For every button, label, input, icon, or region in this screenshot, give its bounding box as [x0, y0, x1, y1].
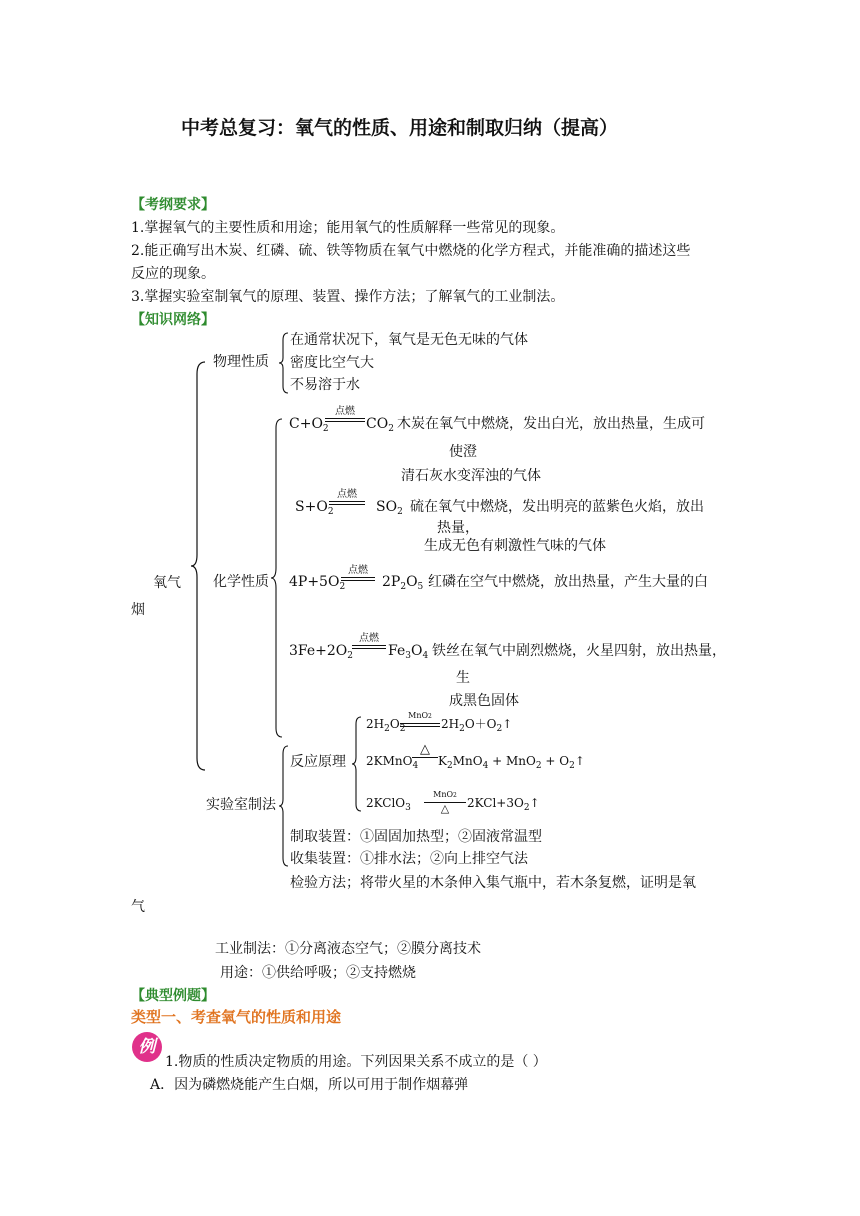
reaction-1-arrow: ↑ [502, 717, 513, 731]
reaction-3-rhs: $2KCl+3O_2↑$ [467, 796, 540, 813]
reaction-1-rhs-a: 2H [441, 717, 460, 731]
phosphorus-condition [341, 565, 375, 581]
carbon-rhs: CO [366, 416, 389, 432]
iron-lhs: 3Fe+2O [289, 643, 348, 659]
phosphorus-description: 红磷在空气中燃烧，放出热量，产生大量的白 [428, 574, 708, 590]
reaction-1-lhs-b: O [389, 717, 400, 731]
reaction-1-catalyst-text: MnO [408, 711, 429, 720]
phosphorus-lhs: 4P+5O [289, 574, 340, 590]
reaction-2-arrow: ↑ [574, 754, 585, 768]
reaction-3-rhs-a: 2KCl+3O [467, 796, 524, 810]
iron-rhs-a: Fe [388, 643, 406, 659]
reaction-2-heat-text: △ [420, 742, 430, 757]
sulfur-description-2: 热量， [437, 520, 479, 536]
reaction-3-arrow: ↑ [529, 796, 540, 810]
iron-condition [352, 633, 386, 649]
reaction-1-rhs-b: O＋O [464, 717, 497, 731]
principle-brace [351, 716, 363, 812]
phosphorus-condition-text: 点燃 [348, 565, 368, 576]
principle-label: 反应原理 [290, 754, 346, 770]
physical-item-1: 在通常状况下，氧气是无色无味的气体 [290, 332, 528, 348]
iron-condition-text: 点燃 [359, 633, 379, 644]
sulfur-equation: $S+O_2$ [295, 499, 334, 517]
iron-equation: $3Fe+2O_2$ [289, 643, 353, 661]
requirement-item-1: 1.掌握氧气的主要性质和用途；能用氧气的性质解释一些常见的现象。 [131, 220, 565, 236]
sulfur-product: $SO_2$ [376, 499, 403, 517]
reaction-3-catalyst: MnO2 △ [424, 789, 466, 814]
physical-label: 物理性质 [213, 354, 269, 370]
root-label-oxygen: 氧气 [153, 575, 181, 591]
reaction-3-lhs: 2KClO$_3$ [366, 796, 411, 813]
collection-text: 收集装置：①排水法；②向上排空气法 [290, 851, 528, 867]
sulfur-condition-text: 点燃 [337, 489, 357, 500]
question-1-option-a: A．因为磷燃烧能产生白烟，所以可用于制作烟幕弹 [150, 1077, 469, 1093]
lab-brace [278, 745, 290, 867]
reaction-2-lhs-a: 2KMnO [366, 754, 413, 768]
sulfur-lhs: S+O [295, 499, 328, 515]
reaction-1-lhs: $2H_2O_2$ [366, 717, 406, 734]
carbon-product: $CO_2$ [366, 416, 394, 434]
physical-item-3: 不易溶于水 [290, 377, 360, 393]
uses: 用途：①供给呼吸；②支持燃烧 [220, 965, 416, 981]
carbon-description: 木炭在氧气中燃烧，发出白光，放出热量，生成可 [397, 416, 705, 432]
carbon-description-3: 清石灰水变浑浊的气体 [401, 468, 541, 484]
apparatus-text: 制取装置：①固固加热型；②固液常温型 [290, 829, 542, 845]
test-method-text-cont: 气 [131, 899, 145, 915]
reaction-1-catalyst: MnO2 [400, 710, 440, 727]
reaction-2-heat [412, 743, 438, 758]
iron-product: $Fe_3O_4$ [388, 643, 429, 661]
iron-description-2: 生 [456, 670, 470, 686]
network-heading: 【知识网络】 [131, 312, 215, 328]
reaction-3-heat: △ [440, 802, 450, 815]
reaction-1-rhs: $2H_2O+O_2↑$ [441, 717, 513, 734]
reaction-2-rhs-d: + O [545, 754, 570, 768]
main-brace [190, 360, 210, 772]
reaction-3-lhs-a: 2KClO [366, 796, 406, 810]
requirement-item-3: 3.掌握实验室制氧气的原理、装置、操作方法；了解氧气的工业制法。 [131, 289, 565, 305]
carbon-description-2: 使澄 [449, 444, 477, 460]
phosphorus-rhs-b: O [406, 574, 418, 590]
lab-label: 实验室制法 [206, 797, 276, 813]
reaction-2-rhs: $K_2MnO_4 + MnO_2$ + $O_2↑$ [438, 754, 585, 771]
phosphorus-equation: $4P+5O_2$ [289, 574, 346, 592]
sulfur-description-3: 生成无色有刺激性气味的气体 [424, 538, 606, 554]
iron-description-3: 成黑色固体 [449, 693, 519, 709]
carbon-lhs: C+O [289, 416, 323, 432]
industrial-method: 工业制法：①分离液态空气；②膜分离技术 [215, 941, 481, 957]
reaction-1-lhs-a: 2H [366, 717, 385, 731]
root-label-smoke: 烟 [131, 602, 145, 618]
reaction-2-rhs-c: + MnO [492, 754, 536, 768]
reaction-2-lhs: 2KMnO$_4$ [366, 754, 419, 771]
carbon-equation: $C+O_2$ [289, 416, 329, 434]
chemical-brace [270, 418, 284, 738]
carbon-condition-text: 点燃 [335, 406, 355, 417]
type-1-heading: 类型一、考查氧气的性质和用途 [131, 1008, 342, 1026]
requirement-item-2-cont: 反应的现象。 [131, 266, 215, 282]
question-1: 1.物质的性质决定物质的用途。下列因果关系不成立的是（ ） [165, 1054, 547, 1070]
phosphorus-product: $2P_2O_5$ [382, 574, 424, 592]
requirements-heading: 【考纲要求】 [131, 197, 215, 213]
sulfur-rhs: SO [376, 499, 398, 515]
iron-rhs-b: O [410, 643, 423, 659]
requirement-item-2: 2.能正确写出木炭、红磷、硫、铁等物质在氧气中燃烧的化学方程式，并能准确的描述这些 [131, 243, 691, 259]
test-method-text: 检验方法；将带火星的木条伸入集气瓶中，若木条复燃，证明是氧 [290, 875, 696, 891]
physical-item-2: 密度比空气大 [290, 355, 374, 371]
examples-heading: 【典型例题】 [131, 988, 215, 1004]
carbon-condition [325, 406, 365, 422]
phosphorus-rhs-a: 2P [382, 574, 401, 590]
sulfur-description: 硫在氧气中燃烧，发出明亮的蓝紫色火焰，放出 [410, 499, 704, 515]
example-badge-icon: 例 [132, 1032, 162, 1062]
iron-description: 铁丝在氧气中剧烈燃烧，火星四射，放出热量， [432, 643, 726, 659]
page-title: 中考总复习：氧气的性质、用途和制取归纳（提高） [181, 117, 619, 139]
chemical-label: 化学性质 [213, 574, 269, 590]
sulfur-condition [329, 489, 365, 505]
physical-brace [278, 332, 290, 394]
reaction-2-rhs-b: MnO [452, 754, 483, 768]
reaction-3-catalyst-text: MnO [433, 790, 454, 799]
reaction-2-rhs-a: K [438, 754, 447, 768]
